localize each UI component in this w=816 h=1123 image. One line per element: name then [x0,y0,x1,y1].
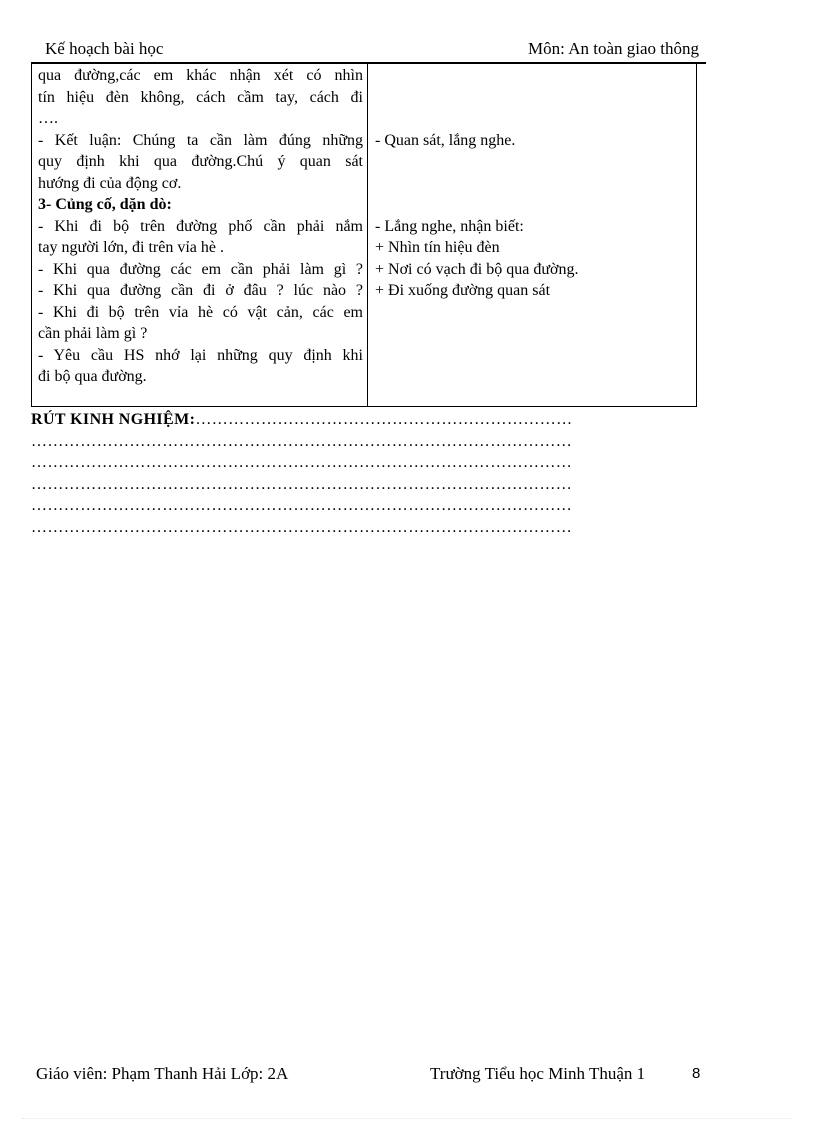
header-subject: Môn: An toàn giao thông [528,39,699,58]
right-line: + Nơi có vạch đi bộ qua đường. [375,260,579,278]
footer-teacher: Giáo viên: Phạm Thanh Hải Lớp: 2A [36,1064,289,1083]
left-line: tay người lớn, đi trên vỉa hè . [38,239,224,256]
left-line: - Khi qua đường cần đi ở đâu ? lúc nào ? [38,282,363,299]
review-section [31,409,701,538]
page-header [31,38,706,64]
section-heading: 3- Củng cố, dặn dò: [38,196,172,213]
footer-school: Trường Tiểu học Minh Thuận 1 [430,1064,646,1083]
header-title: Kế hoạch bài học [45,39,164,58]
teacher-activity-column [38,65,363,388]
left-line: - Khi đi bộ trên đường phố cần phải nắm [38,217,363,235]
review-dot-row: ……………………………………………………………………………………… [31,497,573,514]
left-line: …. [38,110,58,127]
right-line: + Đi xuống đường quan sát [375,282,551,299]
review-dot-row: ……………………………………………………………………………………… [31,518,573,536]
review-dot-row: ……………………………………………………………………………………… [31,475,573,493]
page-footer [36,1064,716,1088]
left-line: - Kết luận: Chúng ta cần làm đúng những [38,131,363,149]
right-line: - Quan sát, lắng nghe. [375,131,516,149]
page-bottom-rule [22,1118,792,1119]
left-line: cần phải làm gì ? [38,325,148,342]
student-activity-column [375,65,695,302]
review-title-row [31,409,701,431]
review-dot-row: ……………………………………………………………………………………… [31,454,573,471]
left-line: hướng đi của động cơ. [38,174,182,192]
left-line: tín hiệu đèn không, cách cầm tay, cách đi [38,88,363,106]
left-line: - Yêu cầu HS nhớ lại những quy định khi [38,346,363,364]
column-divider [367,63,368,406]
left-line: - Khi đi bộ trên vỉa hè có vật cản, các em [38,303,363,321]
right-line: - Lắng nghe, nhận biết: [375,217,524,235]
left-line: đi bộ qua đường. [38,368,147,385]
page-number: 8 [692,1065,701,1082]
lesson-table [31,63,697,407]
left-line: qua đường,các em khác nhận xét có nhìn [38,67,363,84]
left-line: quy định khi qua đường.Chú ý quan sát [38,153,363,170]
review-dot-row: ……………………………………………………………………………………… [31,432,573,450]
right-line: + Nhìn tín hiệu đèn [375,239,500,256]
review-title-dots: …………………………………………………………… [195,411,573,428]
left-line: - Khi qua đường các em cần phải làm gì ? [38,260,363,278]
review-title: RÚT KINH NGHIỆM: [31,411,196,428]
